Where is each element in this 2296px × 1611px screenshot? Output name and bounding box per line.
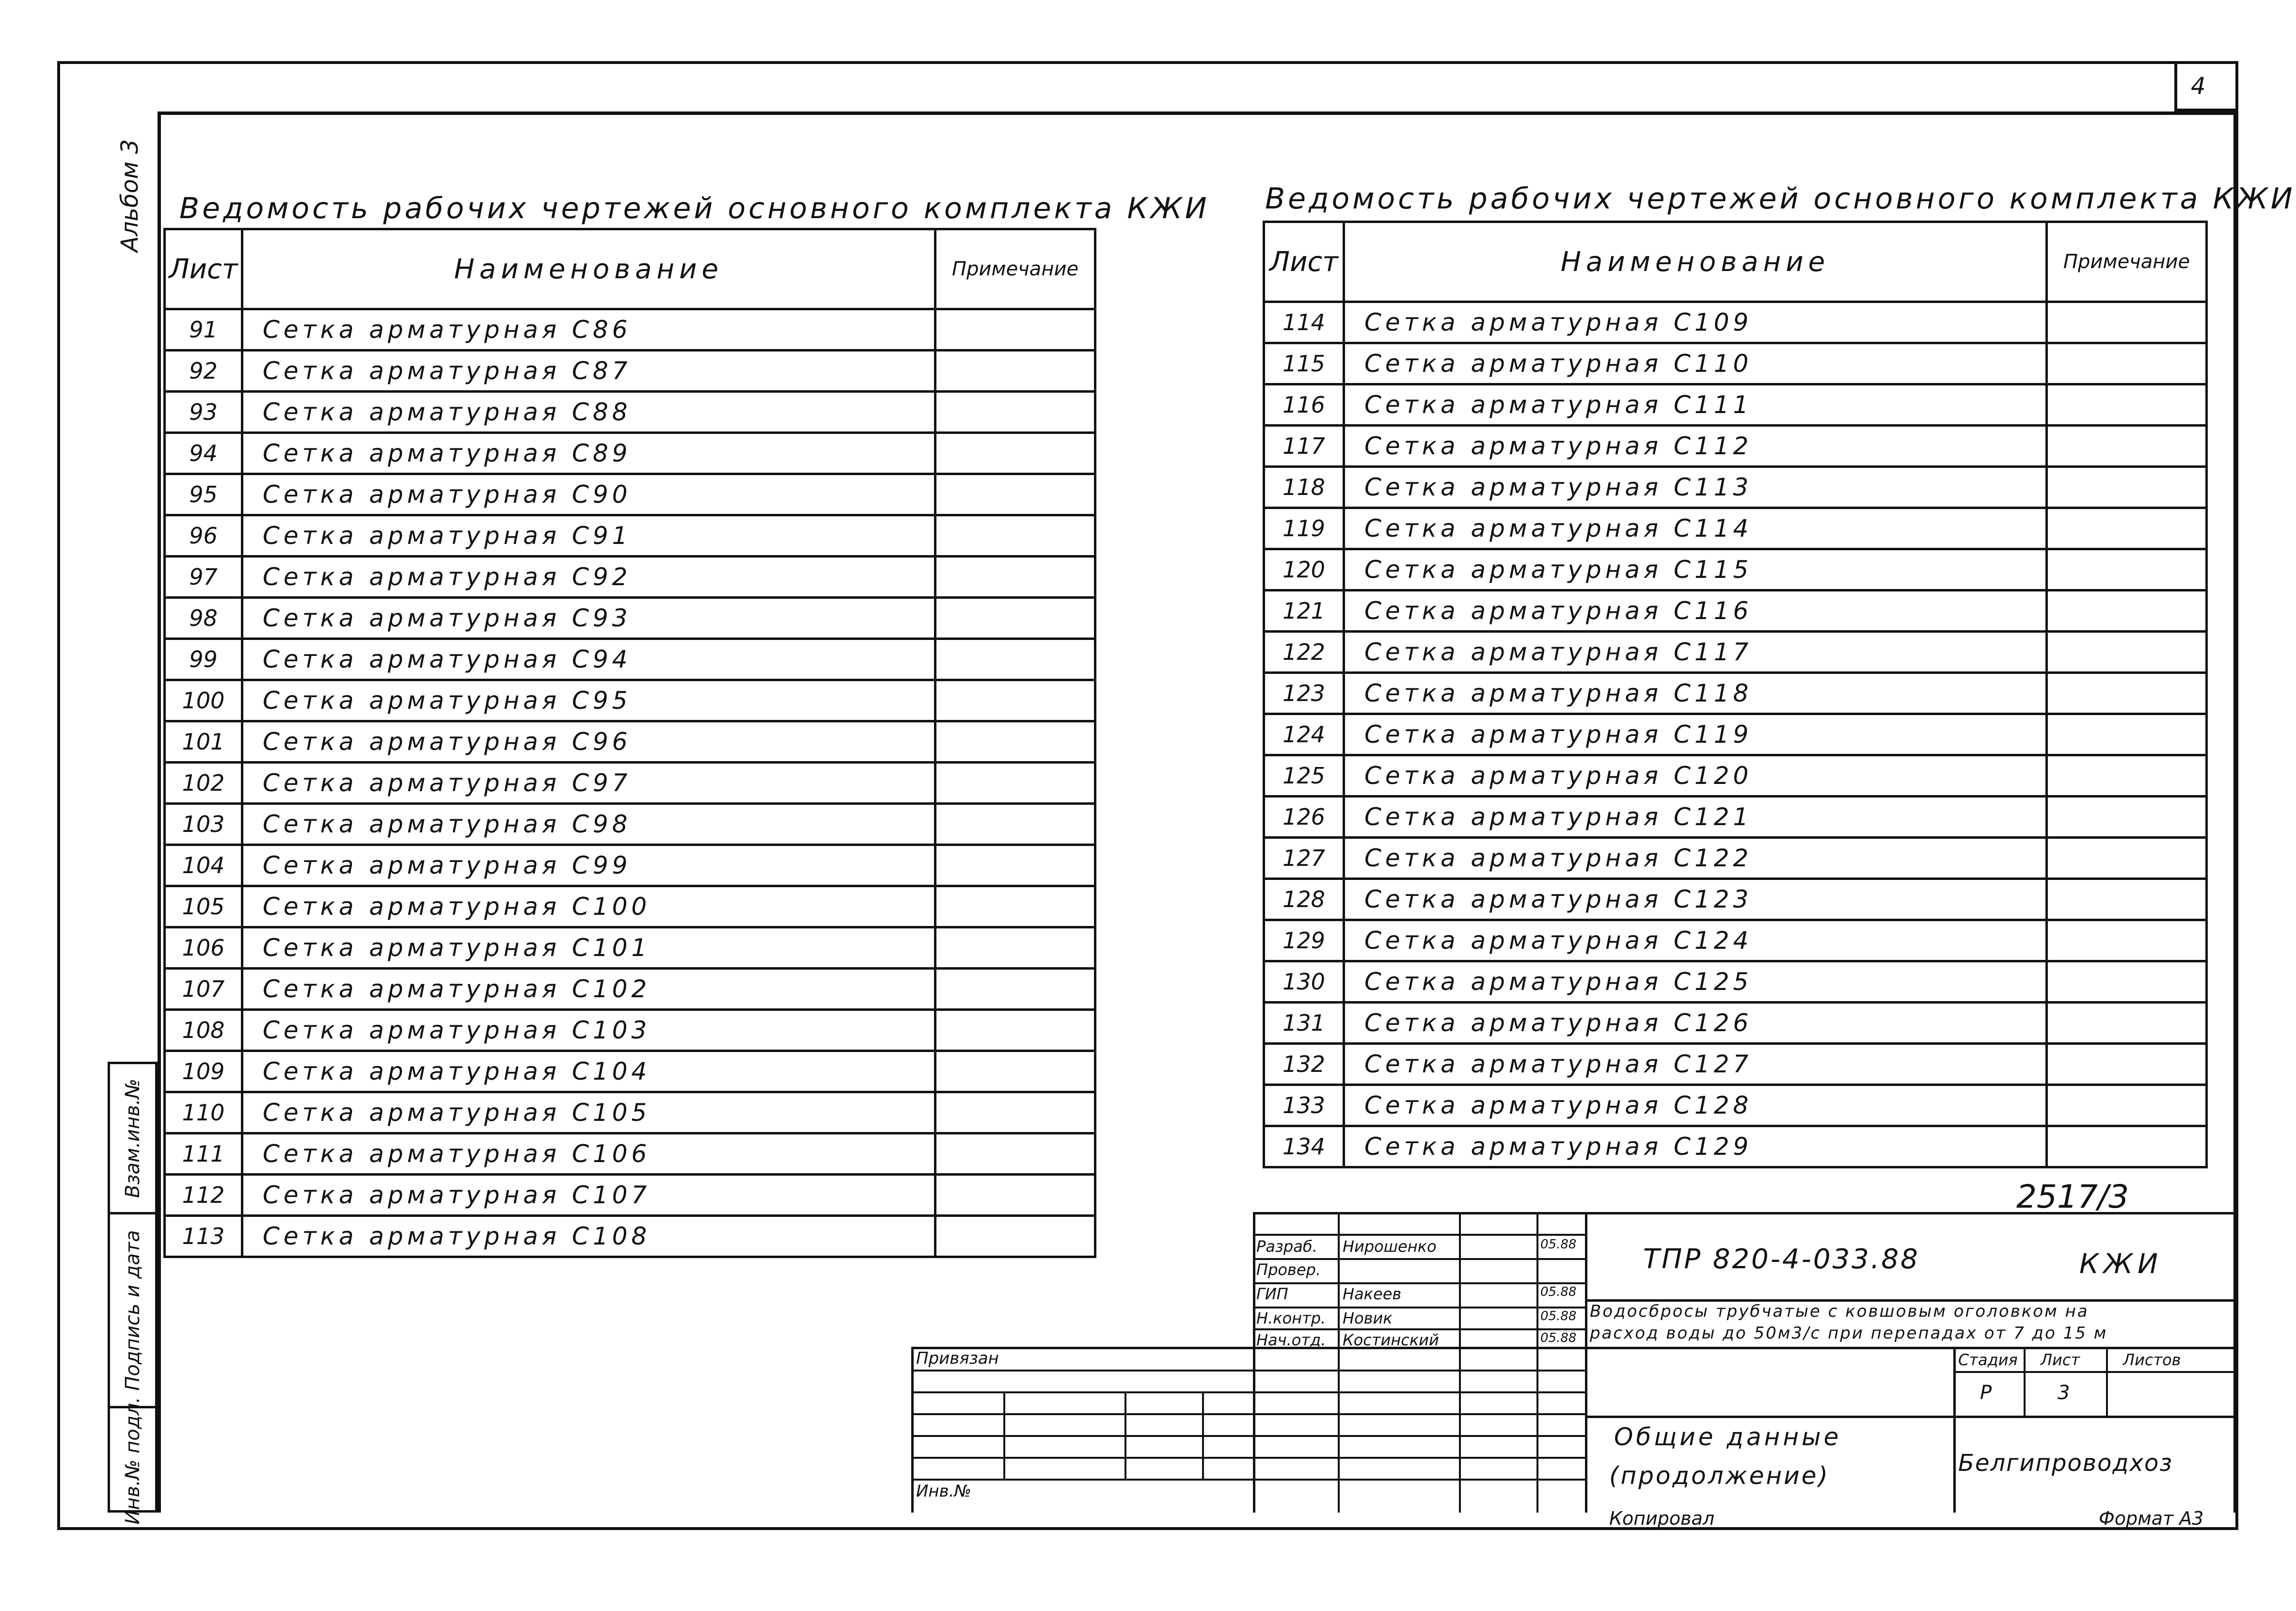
sheet-number: 103 (165, 804, 242, 845)
sheet-name: Сетка арматурная С117 (1344, 632, 2047, 673)
sheet-note (935, 433, 1095, 474)
sheet-name: Сетка арматурная С111 (1344, 384, 2047, 426)
sheet-number: 128 (1264, 879, 1344, 920)
sheet-note (935, 845, 1095, 886)
sheet-note (935, 474, 1095, 515)
sheet-note (2047, 1085, 2207, 1126)
table-row (165, 309, 1095, 351)
table-row (165, 1010, 1095, 1051)
sheet-name: Сетка арматурная С88 (242, 392, 935, 433)
sheet-name: Сетка арматурная С91 (242, 515, 935, 557)
left-table-header (165, 229, 1095, 309)
side-cell-inv (110, 1396, 155, 1525)
sheet-note (2047, 302, 2207, 343)
role-date: 05.88 (1540, 1285, 1577, 1299)
sheet-label: Лист (2041, 1351, 2080, 1369)
role-name: Костинский (1343, 1331, 1439, 1349)
copied-label: Копировал (1609, 1508, 1715, 1529)
document-title-line2: (продолжение) (1609, 1462, 1830, 1490)
table-row (165, 392, 1095, 433)
sheet-note (2047, 1003, 2207, 1044)
sheet-number: 107 (165, 969, 242, 1010)
sheet-name: Сетка арматурная С127 (1344, 1044, 2047, 1085)
sheet-note (2047, 426, 2207, 467)
sheet-number: 96 (165, 515, 242, 557)
header-note: Примечание (2047, 222, 2207, 302)
table-row (165, 598, 1095, 639)
sheet-note (935, 1092, 1095, 1133)
sheet-name: Сетка арматурная С86 (242, 309, 935, 351)
sheet-note (2047, 673, 2207, 714)
header-name: Наименование (1344, 222, 2047, 302)
sheet-name: Сетка арматурная С103 (242, 1010, 935, 1051)
sheet-name: Сетка арматурная С95 (242, 680, 935, 721)
sheet-note (2047, 838, 2207, 879)
table-row (165, 969, 1095, 1010)
sheet-note (935, 598, 1095, 639)
sheet-name: Сетка арматурная С87 (242, 351, 935, 392)
sheet-note (935, 1133, 1095, 1175)
page-number-box (2174, 61, 2238, 112)
sheet-note (935, 927, 1095, 969)
sheet-number: 114 (1264, 302, 1344, 343)
table-row (1264, 508, 2207, 549)
sheet-note (2047, 508, 2207, 549)
sheet-number: 113 (165, 1216, 242, 1257)
side-label-inv-podl: Инв.№ подл. (121, 1396, 144, 1525)
sheet-note (935, 557, 1095, 598)
sheet-note (935, 1216, 1095, 1257)
table-row (165, 557, 1095, 598)
sheet-name: Сетка арматурная С105 (242, 1092, 935, 1133)
sheet-number: 91 (165, 309, 242, 351)
sheet-name: Сетка арматурная С124 (1344, 920, 2047, 961)
sheet-note (2047, 549, 2207, 590)
table-row (165, 1175, 1095, 1216)
role-date: 05.88 (1540, 1309, 1577, 1324)
sheet-note (935, 763, 1095, 804)
table-row (1264, 632, 2207, 673)
table-row (1264, 384, 2207, 426)
sheet-number: 127 (1264, 838, 1344, 879)
sheet-name: Сетка арматурная С96 (242, 721, 935, 763)
role-date: 05.88 (1540, 1237, 1577, 1252)
project-title-line2: расход воды до 50м3/с при перепадах от 7 до 15 м (1590, 1324, 2108, 1343)
sheet-name: Сетка арматурная С102 (242, 969, 935, 1010)
right-sheet-title: Ведомость рабочих чертежей основного комплекта КЖИ (1265, 182, 2296, 216)
sheet-number: 132 (1264, 1044, 1344, 1085)
table-row (165, 1133, 1095, 1175)
sheet-number: 106 (165, 927, 242, 969)
role-label: Разраб. (1256, 1237, 1317, 1256)
header-name: Наименование (242, 229, 935, 309)
inv-no-label: Инв.№ (916, 1482, 971, 1501)
table-row (165, 680, 1095, 721)
table-row (1264, 920, 2207, 961)
sheet-name: Сетка арматурная С119 (1344, 714, 2047, 755)
sheet-name: Сетка арматурная С101 (242, 927, 935, 969)
sheet-name: Сетка арматурная С118 (1344, 673, 2047, 714)
sheet-note (2047, 467, 2207, 508)
sheet-name: Сетка арматурная С93 (242, 598, 935, 639)
sheet-name: Сетка арматурная С128 (1344, 1085, 2047, 1126)
document-mark: КЖИ (2079, 1248, 2163, 1280)
sheet-name: Сетка арматурная С122 (1344, 838, 2047, 879)
sheet-note (2047, 714, 2207, 755)
right-sheet-table (1263, 221, 2208, 1168)
sheet-name: Сетка арматурная С125 (1344, 961, 2047, 1003)
sheet-number: 98 (165, 598, 242, 639)
role-label: ГИП (1256, 1285, 1288, 1303)
sheet-number: 125 (1264, 755, 1344, 797)
table-row (165, 1092, 1095, 1133)
sheet-number: 117 (1264, 426, 1344, 467)
sheet-number: 110 (165, 1092, 242, 1133)
role-label: Провер. (1256, 1260, 1321, 1279)
sheet-number: 121 (1264, 590, 1344, 632)
sheet-note (935, 721, 1095, 763)
sheet-note (2047, 384, 2207, 426)
document-code: ТПР 820-4-033.88 (1643, 1244, 1920, 1275)
sheet-number: 119 (1264, 508, 1344, 549)
sheet-number: 130 (1264, 961, 1344, 1003)
sheet-note (2047, 1126, 2207, 1167)
sheet-number: 105 (165, 886, 242, 927)
sheet-note (935, 680, 1095, 721)
sheet-number: 100 (165, 680, 242, 721)
table-row (1264, 590, 2207, 632)
right-table-header (1264, 222, 2207, 302)
table-row (1264, 755, 2207, 797)
table-row (1264, 343, 2207, 384)
sheet-name: Сетка арматурная С123 (1344, 879, 2047, 920)
sheet-note (935, 886, 1095, 927)
sheet-number: 92 (165, 351, 242, 392)
sheet-number: 97 (165, 557, 242, 598)
sheet-number: 131 (1264, 1003, 1344, 1044)
sheet-number: 120 (1264, 549, 1344, 590)
organization-name: Белгипроводхоз (1958, 1450, 2173, 1477)
sheet-number: 123 (1264, 673, 1344, 714)
header-note: Примечание (935, 229, 1095, 309)
table-row (1264, 879, 2207, 920)
sheet-number: 112 (165, 1175, 242, 1216)
sheet-note (935, 392, 1095, 433)
left-sheet-table (163, 228, 1096, 1258)
sheet-note (2047, 632, 2207, 673)
sheet-note (935, 515, 1095, 557)
sheet-number: 94 (165, 433, 242, 474)
sheet-name: Сетка арматурная С115 (1344, 549, 2047, 590)
sheet-number: 115 (1264, 343, 1344, 384)
sheet-note (2047, 590, 2207, 632)
role-label: Н.контр. (1256, 1309, 1326, 1327)
stage-value: Р (1980, 1382, 1992, 1404)
sheet-number: 126 (1264, 797, 1344, 838)
table-row (1264, 714, 2207, 755)
document-title-line1: Общие данные (1614, 1423, 1842, 1451)
sheet-note (935, 1010, 1095, 1051)
sheet-name: Сетка арматурная С89 (242, 433, 935, 474)
page-number: 4 (2191, 73, 2206, 100)
table-row (1264, 302, 2207, 343)
table-row (165, 804, 1095, 845)
sheet-number: 95 (165, 474, 242, 515)
sheet-note (935, 639, 1095, 680)
sheet-note (935, 969, 1095, 1010)
sheet-name: Сетка арматурная С100 (242, 886, 935, 927)
sheet-name: Сетка арматурная С112 (1344, 426, 2047, 467)
sheet-name: Сетка арматурная С97 (242, 763, 935, 804)
album-label: Альбом 3 (116, 139, 143, 252)
role-date: 05.88 (1540, 1331, 1577, 1345)
sheet-note (935, 1051, 1095, 1092)
sheet-number: 111 (165, 1133, 242, 1175)
sheet-name: Сетка арматурная С110 (1344, 343, 2047, 384)
sheet-number: 102 (165, 763, 242, 804)
role-name: Нирошенко (1343, 1237, 1437, 1256)
sheet-name: Сетка арматурная С121 (1344, 797, 2047, 838)
table-row (1264, 467, 2207, 508)
side-label-vzam-inv: Взам.инв.№ (121, 1078, 144, 1198)
table-row (1264, 1126, 2207, 1167)
table-row (1264, 1044, 2207, 1085)
table-row (165, 433, 1095, 474)
sheet-number: 104 (165, 845, 242, 886)
sheet-name: Сетка арматурная С114 (1344, 508, 2047, 549)
table-row (165, 763, 1095, 804)
table-row (165, 1051, 1095, 1092)
sheet-name: Сетка арматурная С108 (242, 1216, 935, 1257)
side-strip (108, 1062, 158, 1525)
sheet-name: Сетка арматурная С129 (1344, 1126, 2047, 1167)
sheet-name: Сетка арматурная С98 (242, 804, 935, 845)
table-row (1264, 673, 2207, 714)
sheet-name: Сетка арматурная С104 (242, 1051, 935, 1092)
sheet-name: Сетка арматурная С126 (1344, 1003, 2047, 1044)
table-row (165, 886, 1095, 927)
sheet-note (2047, 343, 2207, 384)
role-name: Новик (1343, 1309, 1393, 1327)
side-cell-vzam (110, 1064, 155, 1214)
sheet-number: 122 (1264, 632, 1344, 673)
sheet-name: Сетка арматурная С113 (1344, 467, 2047, 508)
sheet-name: Сетка арматурная С94 (242, 639, 935, 680)
sheet-number: 133 (1264, 1085, 1344, 1126)
header-sheet: Лист (1264, 222, 1344, 302)
sheet-name: Сетка арматурная С99 (242, 845, 935, 886)
sheet-name: Сетка арматурная С106 (242, 1133, 935, 1175)
sheet-number: 129 (1264, 920, 1344, 961)
table-row (1264, 961, 2207, 1003)
sheet-number: 124 (1264, 714, 1344, 755)
sheet-number: 108 (165, 1010, 242, 1051)
sheet-number: 116 (1264, 384, 1344, 426)
sheet-name: Сетка арматурная С90 (242, 474, 935, 515)
sheet-note (935, 351, 1095, 392)
role-name: Накеев (1343, 1285, 1402, 1303)
table-row (1264, 549, 2207, 590)
table-row (165, 351, 1095, 392)
sheet-number: 134 (1264, 1126, 1344, 1167)
sheet-name: Сетка арматурная С109 (1344, 302, 2047, 343)
table-row (1264, 838, 2207, 879)
sheet-value: 3 (2058, 1382, 2070, 1404)
side-cell-podpis (110, 1214, 155, 1408)
table-row (1264, 1085, 2207, 1126)
sheet-number: 101 (165, 721, 242, 763)
table-row (165, 639, 1095, 680)
sheet-note (2047, 879, 2207, 920)
table-row (1264, 1003, 2207, 1044)
left-sheet-title: Ведомость рабочих чертежей основного комплекта КЖИ (179, 191, 1210, 225)
sheet-number: 99 (165, 639, 242, 680)
sheet-note (2047, 1044, 2207, 1085)
table-row (165, 1216, 1095, 1257)
sheet-note (2047, 961, 2207, 1003)
role-label: Нач.отд. (1256, 1331, 1326, 1349)
sheet-note (935, 309, 1095, 351)
table-row (165, 721, 1095, 763)
privyazan-label: Привязан (916, 1349, 999, 1368)
sheet-number: 109 (165, 1051, 242, 1092)
sheet-note (2047, 797, 2207, 838)
header-sheet: Лист (165, 229, 242, 309)
sheet-note (935, 804, 1095, 845)
table-row (165, 515, 1095, 557)
sheets-label: Листов (2123, 1351, 2181, 1369)
table-row (1264, 426, 2207, 467)
table-row (165, 845, 1095, 886)
side-label-podpis-data: Подпись и дата (121, 1229, 144, 1391)
sheet-name: Сетка арматурная С107 (242, 1175, 935, 1216)
sheet-note (2047, 755, 2207, 797)
sheet-number: 93 (165, 392, 242, 433)
format-label: Формат А3 (2099, 1508, 2204, 1529)
sheet-name: Сетка арматурная С116 (1344, 590, 2047, 632)
sheet-note (2047, 920, 2207, 961)
table-row (1264, 797, 2207, 838)
table-row (165, 474, 1095, 515)
table-row (165, 927, 1095, 969)
stage-label: Стадия (1958, 1351, 2018, 1369)
sheet-number: 118 (1264, 467, 1344, 508)
sheet-note (935, 1175, 1095, 1216)
sheet-name: Сетка арматурная С92 (242, 557, 935, 598)
project-number: 2517/3 (2016, 1178, 2129, 1215)
sheet-name: Сетка арматурная С120 (1344, 755, 2047, 797)
project-title-line1: Водосбросы трубчатые с ковшовым оголовком на (1590, 1302, 2089, 1321)
